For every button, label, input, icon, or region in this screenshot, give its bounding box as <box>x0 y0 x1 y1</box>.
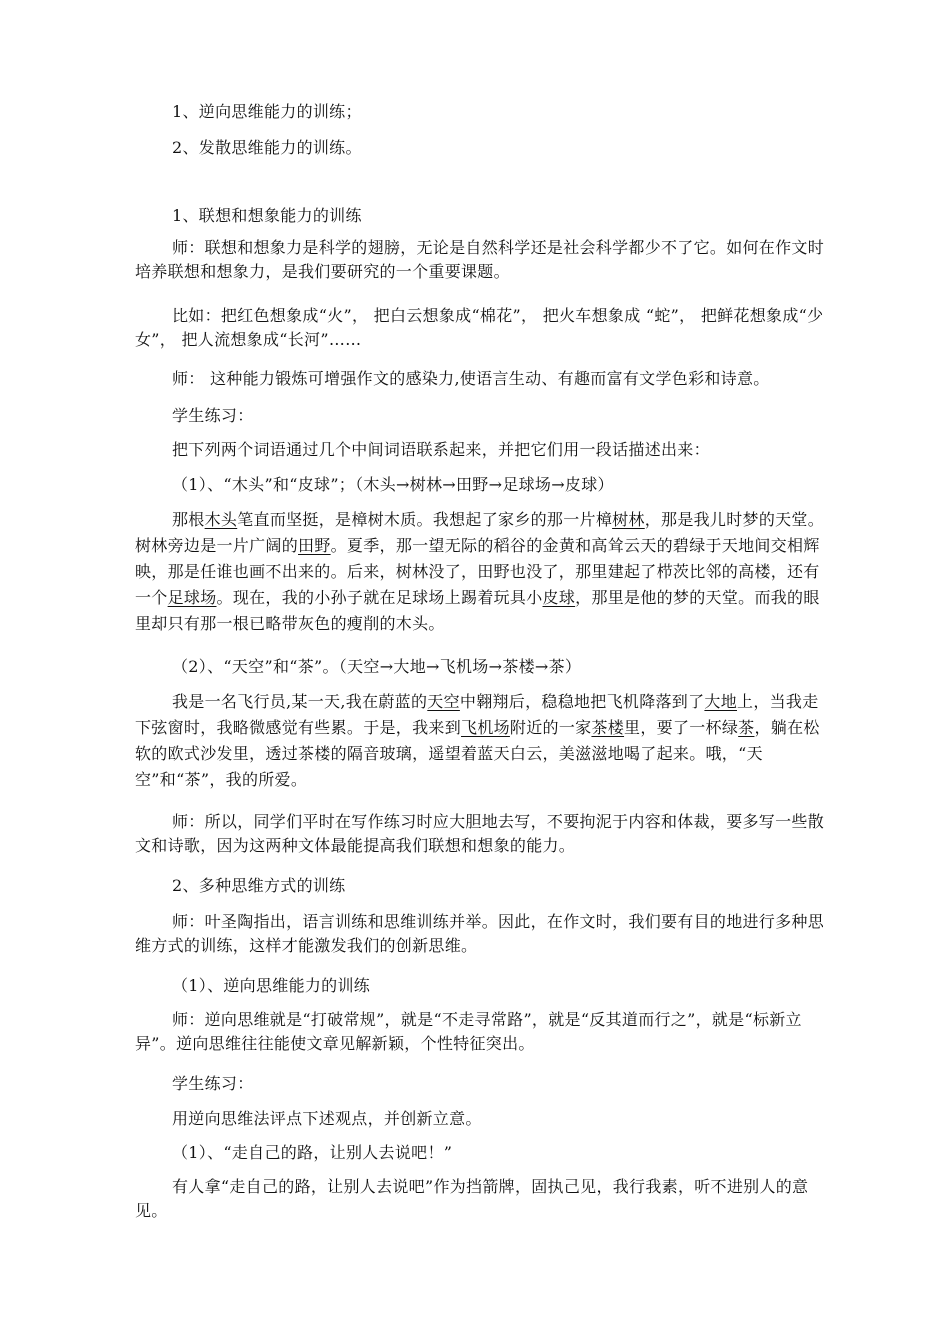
underlined-keyword: 茶楼 <box>591 718 625 737</box>
underlined-keyword: 树林 <box>612 510 645 529</box>
section2-item1-title: （1）、“走自己的路，让别人去说吧！” <box>172 1143 453 1162</box>
section1-practice-instruction: 把下列两个词语通过几个中间词语联系起来，并把它们用一段话描述出来： <box>172 440 710 459</box>
underlined-keyword: 足球场 <box>167 588 217 607</box>
section2-teacher-intro: 师：叶圣陶指出，语言训练和思维训练并举。因此，在作文时，我们要有目的地进行多种思维方式的训练，这样才能激发我们的创新思维。 <box>135 912 825 955</box>
section2-practice-instruction: 用逆向思维法评点下述观点，并创新立意。 <box>172 1109 482 1128</box>
section2-heading: 2、多种思维方式的训练 <box>172 876 346 895</box>
section2-practice-label: 学生练习： <box>172 1074 254 1093</box>
section2-item1-text: 有人拿“走自己的路，让别人去说吧”作为挡箭牌，固执己见，我行我素，听不进别人的意见。 <box>135 1177 809 1220</box>
underlined-keyword: 茶 <box>738 718 755 737</box>
section1-item1-passage: 那根木头笔直而坚挺，是樟树木质。我想起了家乡的那一片樟树林，那是我儿时梦的天堂。树林旁边是一片广阔的田野。夏季，那一望无际的稻谷的金黄和高耸云天的碧绿于天地间交相辉映，那是任谁也画不出来的。后来，树林没了，田野也没了，那里建起了栉茨比邻的高楼，还有一个足球场。现在，我的小孙子就在足球场上踢着玩具小皮球，那里是他的梦的天堂。而我的眼里却只有那一根已略带灰色的瘦削的木头。 <box>135 510 825 633</box>
section1-example: 比如：把红色想象成“火”， 把白云想象成“棉花”， 把火车想象成 “蛇”， 把鲜花想象成“少女”， 把人流想象成“长河”…… <box>135 306 824 349</box>
section1-teacher-note: 师： 这种能力锻炼可增强作文的感染力,使语言生动、有趣而富有文学色彩和诗意。 <box>172 369 770 388</box>
intro-list-item-1: 1、逆向思维能力的训练； <box>172 102 362 121</box>
section1-practice-label: 学生练习： <box>172 406 254 425</box>
section1-heading: 1、联想和想象能力的训练 <box>172 206 362 225</box>
underlined-keyword: 大地 <box>704 692 738 711</box>
section1-teacher-summary: 师：所以，同学们平时在写作练习时应大胆地去写，不要拘泥于内容和体裁，要多写一些散文和诗歌，因为这两种文体最能提高我们联想和想象的能力。 <box>135 812 825 855</box>
section2-teacher-definition: 师：逆向思维就是“打破常规”，就是“不走寻常路”，就是“反其道而行之”，就是“标新立异”。逆向思维往往能使文章见解新颖，个性特征突出。 <box>135 1010 802 1053</box>
underlined-keyword: 木头 <box>204 510 238 529</box>
section1-item1-title: （1）、“木头”和“皮球”；（木头→树林→田野→足球场→皮球） <box>172 475 614 494</box>
underlined-keyword: 田野 <box>298 536 331 555</box>
section1-teacher-intro: 师：联想和想象力是科学的翅膀，无论是自然科学还是社会科学都少不了它。如何在作文时培养联想和想象力，是我们要研究的一个重要课题。 <box>135 238 825 281</box>
underlined-keyword: 皮球 <box>542 588 576 607</box>
section1-item2-title: （2）、“天空”和“茶”。（天空→大地→飞机场→茶楼→茶） <box>172 657 582 676</box>
intro-list-item-2: 2、发散思维能力的训练。 <box>172 138 362 157</box>
underlined-keyword: 天空 <box>427 692 460 711</box>
section1-item2-passage: 我是一名飞行员,某一天,我在蔚蓝的天空中翱翔后，稳稳地把飞机降落到了大地上，当我走下弦窗时，我略微感觉有些累。于是，我来到飞机场附近的一家茶楼里，要了一杯绿茶，躺在松软的欧式沙发里，透过茶楼的隔音玻璃，遥望着蓝天白云，美滋滋地喝了起来。哦，“天空”和“茶”，我的所爱。 <box>135 692 820 789</box>
section2-sub-heading: （1）、逆向思维能力的训练 <box>172 976 371 995</box>
underlined-keyword: 飞机场 <box>461 718 510 737</box>
